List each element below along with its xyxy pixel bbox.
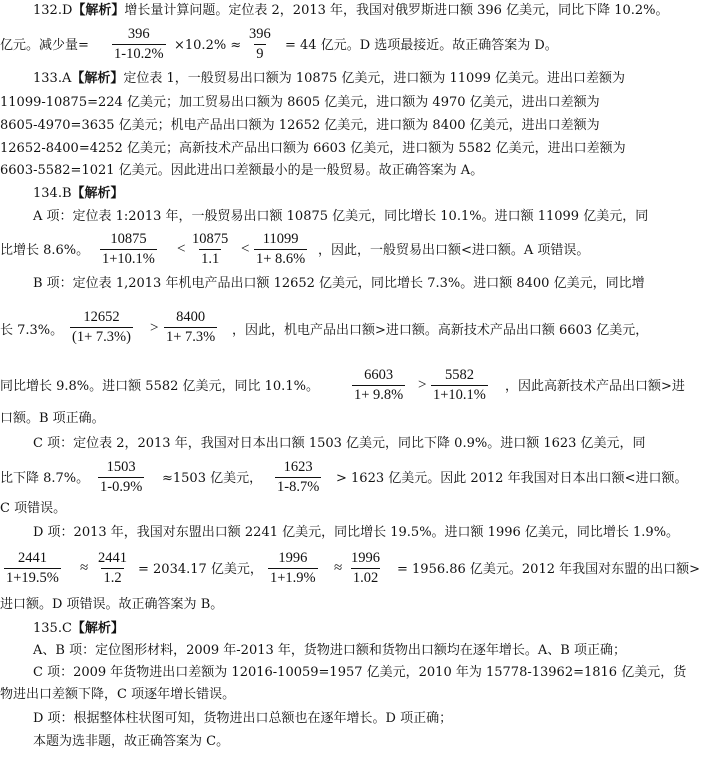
q132-line2-prefix: 亿元。减少量= (0, 38, 89, 53)
text-line: 物进出口差额下降，C 项逐年增长错误。 (0, 687, 236, 702)
text-line: C 项：2009 年货物进出口差额为 12016-10059=1957 亿美元，2010 年为 15778-13962=1816 亿美元，货 (33, 665, 687, 680)
text-line: 6603-5582=1021 亿美元。因此进出口差额最小的是一般贸易。故正确答案为 A。 (0, 163, 484, 178)
text-line: ，因此，一般贸易出口额<进口额。A 项错误。 (318, 243, 590, 258)
q132-line (33, 2, 669, 20)
text-line: 长 7.3%。 (0, 323, 64, 338)
fraction: 8400 1+ 7.3% (166, 309, 216, 345)
analysis-tag: 【解析】 (71, 186, 124, 201)
greater-than-sign: > (150, 320, 159, 336)
analysis-tag: 【解析】 (71, 621, 124, 636)
fraction: 12652 (1+ 7.3%) (72, 309, 131, 345)
fraction: 1503 1-0.9% (100, 459, 143, 495)
text-line: A、B 项：定位图形材料，2009 年-2013 年，货物进口额和货物出口额均在逐年增长。A、B 项正确； (33, 643, 626, 658)
question-number: 134.B (33, 186, 72, 201)
text-line: ，因此，机电产品出口额>进口额。高新技术产品出口额 6603 亿美元， (232, 323, 649, 338)
text-line: ，因此高新技术产品出口额>进 (505, 379, 685, 394)
text-line: ≈1503 亿美元， (162, 471, 263, 486)
text-line: C 项：定位表 2，2013 年，我国对日本出口额 1503 亿美元，同比下降 0.9%。进口额 1623 亿美元，同 (33, 436, 646, 451)
fraction: 1996 1+1.9% (270, 550, 316, 586)
q134-line (33, 185, 124, 203)
question-number: 133.A (33, 71, 72, 86)
text-line: 比下降 8.7%。 (0, 471, 90, 486)
q132-text: 增长量计算问题。定位表 2，2013 年，我国对俄罗斯进口额 396 亿美元，同比下降 10.2%。 (124, 3, 669, 18)
text-line: 进口额。D 项错误。故正确答案为 B。 (0, 597, 224, 612)
q133-line (33, 70, 625, 88)
less-than-sign: < (177, 241, 186, 257)
approx-sign: ≈ (80, 560, 89, 576)
text-line: 本题为选非题，故正确答案为 C。 (33, 734, 230, 749)
fraction: 10875 1+10.1% (102, 231, 155, 267)
fraction: 2441 1+19.5% (6, 550, 59, 586)
text-line: 同比增长 9.8%。进口额 5582 亿美元，同比 10.1%。 (0, 379, 319, 394)
fraction: 5582 1+10.1% (433, 367, 486, 403)
fraction: 1996 1.02 (351, 550, 380, 586)
text-line: D 项：根据整体柱状图可知，货物进出口总额也在逐年增长。D 项正确； (33, 711, 453, 726)
analysis-tag: 【解析】 (71, 71, 124, 86)
text-line: D 项：2013 年，我国对东盟出口额 2241 亿美元，同比增长 19.5%。进口额 1996 亿美元，同比增长 1.9%。 (33, 525, 680, 540)
fraction: 396 9 (249, 26, 271, 62)
text-line: 11099-10875=224 亿美元；加工贸易出口额为 8605 亿美元，进口额为 4970 亿美元，进出口差额为 (0, 95, 600, 110)
question-number: 135.C (33, 621, 72, 636)
text-line: = 2034.17 亿美元， (138, 562, 263, 577)
text-line: C 项错误。 (0, 501, 67, 516)
fraction: 2441 1.2 (98, 550, 127, 586)
analysis-tag: 【解析】 (72, 3, 125, 18)
q132-text-end: = 44 亿元。D 选项最接近。故正确答案为 D。 (285, 38, 558, 53)
text-line: 比增长 8.6%。 (0, 243, 90, 258)
text-line: > 1623 亿美元。因此 2012 年我国对日本出口额<进口额。 (336, 471, 688, 486)
fraction: 10875 1.1 (192, 231, 229, 267)
fraction: 6603 1+ 9.8% (354, 367, 404, 403)
fraction: 11099 1+ 8.6% (256, 231, 306, 267)
less-than-sign: < (241, 241, 250, 257)
text-line: 8605-4970=3635 亿美元；机电产品出口额为 12652 亿美元，进口额为 8400 亿美元，进出口差额为 (0, 118, 600, 133)
approx-sign: ≈ (334, 560, 343, 576)
q133-text: 定位表 1，一般贸易出口额为 10875 亿美元，进口额为 11099 亿美元。进出口差额为 (123, 71, 626, 86)
text-line: 12652-8400=4252 亿美元；高新技术产品出口额为 6603 亿美元，进口额为 5582 亿美元，进出口差额为 (0, 141, 626, 156)
text-line: A 项：定位表 1:2013 年，一般贸易出口额 10875 亿美元，同比增长 10.1%。进口额 11099 亿美元，同 (33, 209, 649, 224)
text-line: = 1956.86 亿美元。2012 年我国对东盟的出口额> (397, 562, 701, 577)
question-number: 132.D (33, 3, 73, 18)
text-line: B 项：定位表 1,2013 年机电产品出口额 12652 亿美元，同比增长 7.3%。进口额 8400 亿美元，同比增 (33, 276, 645, 291)
q135-line (33, 620, 124, 638)
greater-than-sign: > (418, 377, 427, 393)
q132-text-mid: ×10.2% ≈ (174, 38, 242, 53)
fraction: 396 1-10.2% (114, 26, 164, 62)
text-line: 口额。B 项正确。 (0, 411, 105, 426)
fraction: 1623 1-8.7% (277, 459, 320, 495)
